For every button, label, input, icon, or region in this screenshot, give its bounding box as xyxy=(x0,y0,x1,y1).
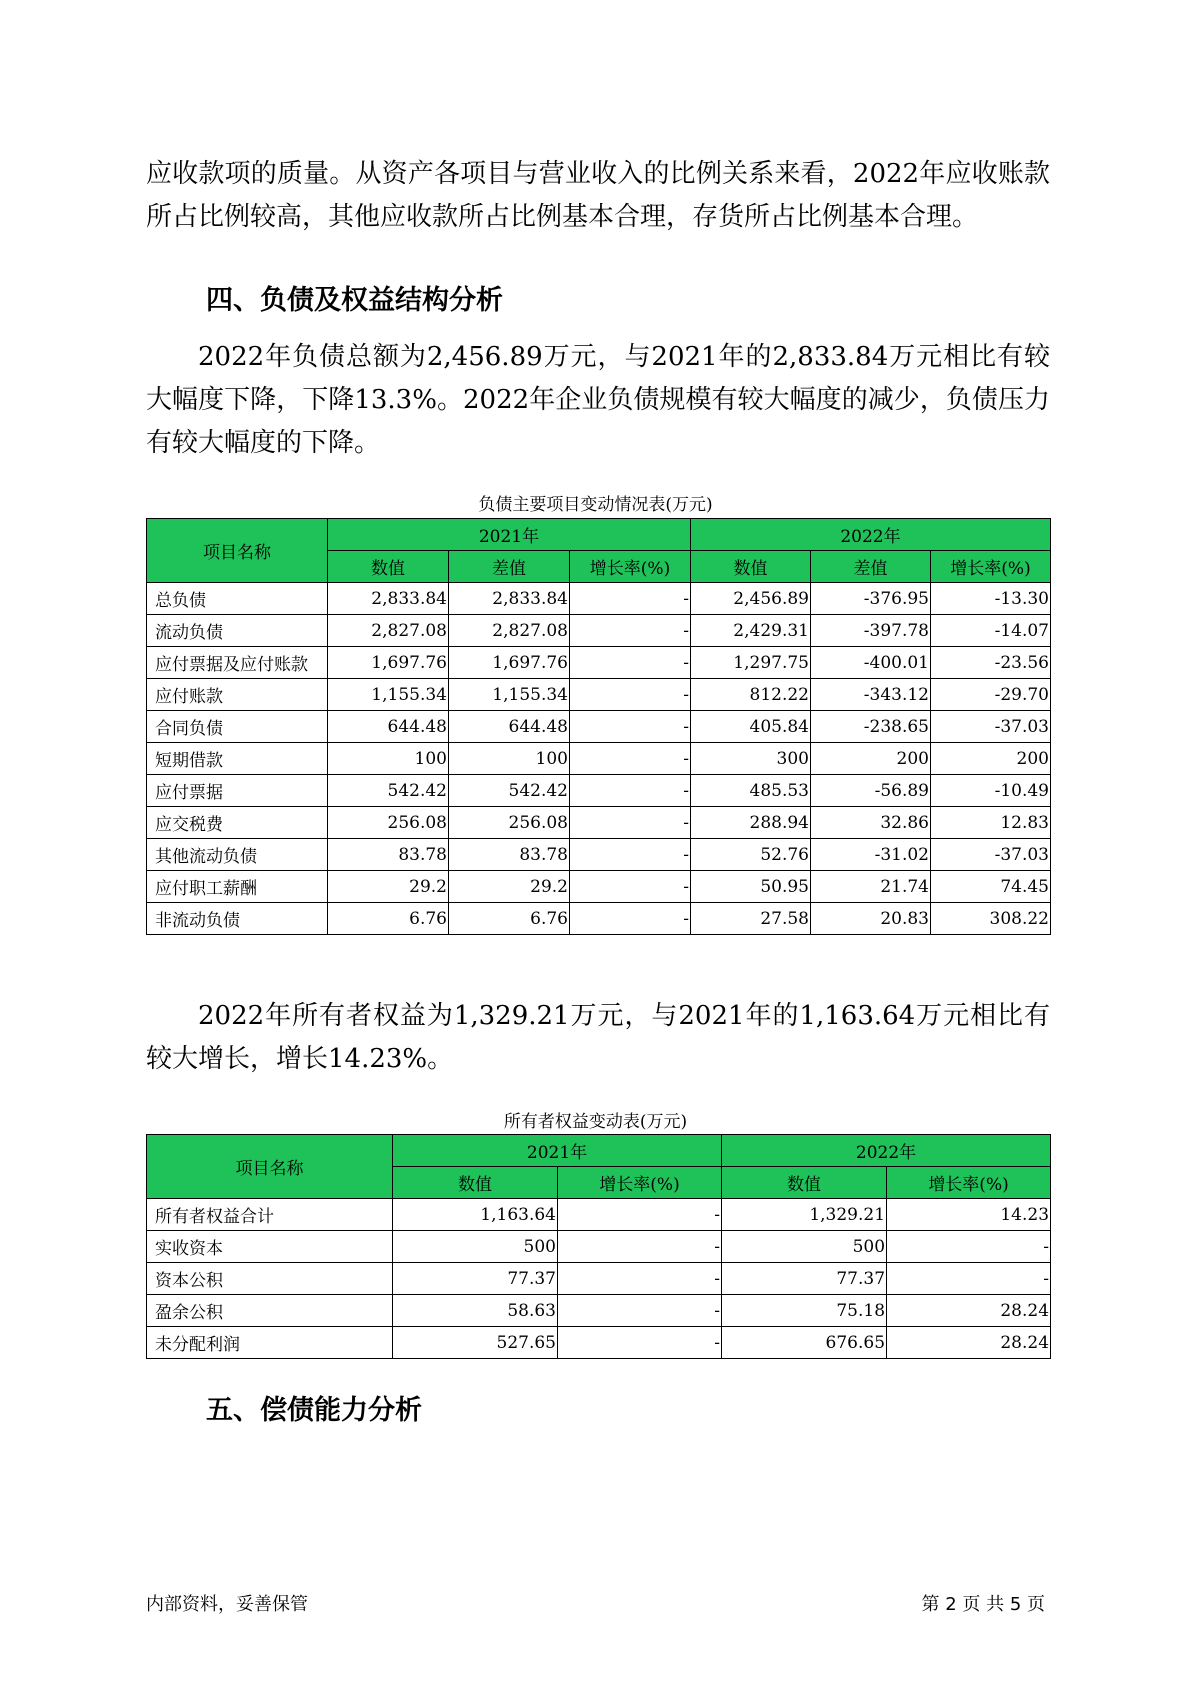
table-row xyxy=(147,871,1051,903)
cell-g2: - xyxy=(887,1231,1051,1263)
table-row xyxy=(147,807,1051,839)
cell-g1: - xyxy=(570,839,691,871)
cell-g1: - xyxy=(570,711,691,743)
cell-v1: 58.63 xyxy=(393,1295,558,1327)
cell-g2: 12.83 xyxy=(931,807,1051,839)
cell-d1: 83.78 xyxy=(449,839,570,871)
cell-v2: 77.37 xyxy=(722,1263,887,1295)
cell-g2: 28.24 xyxy=(887,1327,1051,1359)
cell-d1: 1,155.34 xyxy=(449,679,570,711)
cell-g2: 14.23 xyxy=(887,1199,1051,1231)
cell-d1: 100 xyxy=(449,743,570,775)
debt-paragraph: 2022年负债总额为2,456.89万元，与2021年的2,833.84万元相比有较大幅度下降，下降13.3%。2022年企业负债规模有较大幅度的减少，负债压力有较大幅度的下降。 xyxy=(146,342,1050,458)
cell-v1: 29.2 xyxy=(328,871,449,903)
cell-g1: - xyxy=(558,1231,722,1263)
cell-d2: -56.89 xyxy=(811,775,931,807)
cell-g2: -37.03 xyxy=(931,839,1051,871)
cell-d1: 29.2 xyxy=(449,871,570,903)
header-diff: 差值 xyxy=(449,551,570,583)
cell-d2: 32.86 xyxy=(811,807,931,839)
row-label: 盈余公积 xyxy=(147,1295,393,1327)
cell-v2: 812.22 xyxy=(691,679,811,711)
row-label: 未分配利润 xyxy=(147,1327,393,1359)
cell-g2: -14.07 xyxy=(931,615,1051,647)
debt-table-caption: 负债主要项目变动情况表(万元) xyxy=(478,495,713,515)
row-label: 应付职工薪酬 xyxy=(147,871,328,903)
cell-v1: 2,827.08 xyxy=(328,615,449,647)
table-row xyxy=(147,1263,1051,1295)
table-row xyxy=(147,1199,1051,1231)
row-label: 其他流动负债 xyxy=(147,839,328,871)
section-heading-liabilities: 四、负债及权益结构分析 xyxy=(206,285,503,316)
header-year-2021: 2021年 xyxy=(393,1135,722,1167)
cell-g1: - xyxy=(558,1263,722,1295)
row-label: 实收资本 xyxy=(147,1231,393,1263)
table-row xyxy=(147,839,1051,871)
cell-d2: -31.02 xyxy=(811,839,931,871)
header-value: 数值 xyxy=(393,1167,558,1199)
cell-v1: 500 xyxy=(393,1231,558,1263)
cell-g2: - xyxy=(887,1263,1051,1295)
row-label: 所有者权益合计 xyxy=(147,1199,393,1231)
cell-d1: 6.76 xyxy=(449,903,570,935)
cell-g1: - xyxy=(570,807,691,839)
cell-g1: - xyxy=(570,871,691,903)
cell-d1: 1,697.76 xyxy=(449,647,570,679)
cell-g1: - xyxy=(570,679,691,711)
cell-d2: -400.01 xyxy=(811,647,931,679)
table-row xyxy=(147,679,1051,711)
cell-v2: 1,297.75 xyxy=(691,647,811,679)
table-row xyxy=(147,903,1051,935)
header-value: 数值 xyxy=(328,551,449,583)
row-label: 应付账款 xyxy=(147,679,328,711)
header-growth: 增长率(%) xyxy=(570,551,691,583)
cell-g2: 308.22 xyxy=(931,903,1051,935)
footer-confidential-note: 内部资料，妥善保管 xyxy=(146,1594,308,1615)
cell-g1: - xyxy=(570,743,691,775)
cell-v2: 300 xyxy=(691,743,811,775)
row-label: 短期借款 xyxy=(147,743,328,775)
equity-paragraph: 2022年所有者权益为1,329.21万元，与2021年的1,163.64万元相比有较大增长，增长14.23%。 xyxy=(146,1001,1050,1074)
cell-v1: 644.48 xyxy=(328,711,449,743)
cell-d1: 644.48 xyxy=(449,711,570,743)
cell-v1: 83.78 xyxy=(328,839,449,871)
cell-d1: 2,827.08 xyxy=(449,615,570,647)
table-row xyxy=(147,647,1051,679)
cell-g1: - xyxy=(570,615,691,647)
table-row xyxy=(147,1327,1051,1359)
equity-table-caption: 所有者权益变动表(万元) xyxy=(503,1112,688,1132)
cell-v2: 27.58 xyxy=(691,903,811,935)
cell-d2: 20.83 xyxy=(811,903,931,935)
table-row xyxy=(147,615,1051,647)
header-year-2022: 2022年 xyxy=(722,1135,1051,1167)
section-heading-solvency: 五、偿债能力分析 xyxy=(206,1395,422,1426)
header-year-2021: 2021年 xyxy=(328,519,691,551)
cell-d2: 21.74 xyxy=(811,871,931,903)
cell-d2: 200 xyxy=(811,743,931,775)
cell-v2: 1,329.21 xyxy=(722,1199,887,1231)
cell-d1: 256.08 xyxy=(449,807,570,839)
header-item-name: 项目名称 xyxy=(147,519,328,583)
header-value: 数值 xyxy=(722,1167,887,1199)
cell-v1: 527.65 xyxy=(393,1327,558,1359)
cell-g1: - xyxy=(558,1327,722,1359)
cell-v1: 1,155.34 xyxy=(328,679,449,711)
table-row xyxy=(147,1295,1051,1327)
table-row xyxy=(147,743,1051,775)
header-growth: 增长率(%) xyxy=(887,1167,1051,1199)
cell-g2: -23.56 xyxy=(931,647,1051,679)
header-year-2022: 2022年 xyxy=(691,519,1051,551)
cell-g2: -13.30 xyxy=(931,583,1051,615)
cell-v1: 256.08 xyxy=(328,807,449,839)
header-diff: 差值 xyxy=(811,551,931,583)
cell-v1: 1,697.76 xyxy=(328,647,449,679)
cell-v2: 50.95 xyxy=(691,871,811,903)
table-row xyxy=(147,583,1051,615)
cell-v1: 100 xyxy=(328,743,449,775)
cell-v2: 288.94 xyxy=(691,807,811,839)
cell-g1: - xyxy=(570,647,691,679)
cell-v2: 2,456.89 xyxy=(691,583,811,615)
row-label: 合同负债 xyxy=(147,711,328,743)
cell-g1: - xyxy=(570,583,691,615)
equity-table xyxy=(146,1134,1051,1359)
cell-v2: 2,429.31 xyxy=(691,615,811,647)
cell-g1: - xyxy=(558,1295,722,1327)
cell-v2: 405.84 xyxy=(691,711,811,743)
cell-g1: - xyxy=(570,775,691,807)
debt-table xyxy=(146,518,1051,935)
cell-d2: -397.78 xyxy=(811,615,931,647)
cell-g2: 200 xyxy=(931,743,1051,775)
header-growth: 增长率(%) xyxy=(558,1167,722,1199)
cell-v1: 6.76 xyxy=(328,903,449,935)
cell-g2: -29.70 xyxy=(931,679,1051,711)
row-label: 应交税费 xyxy=(147,807,328,839)
cell-g1: - xyxy=(558,1199,722,1231)
table-row xyxy=(147,775,1051,807)
row-label: 应付票据 xyxy=(147,775,328,807)
cell-v1: 2,833.84 xyxy=(328,583,449,615)
cell-d1: 542.42 xyxy=(449,775,570,807)
header-value: 数值 xyxy=(691,551,811,583)
row-label: 资本公积 xyxy=(147,1263,393,1295)
cell-g2: -37.03 xyxy=(931,711,1051,743)
table-row xyxy=(147,711,1051,743)
footer-page-number: 第 2 页 共 5 页 xyxy=(921,1594,1045,1615)
cell-v2: 75.18 xyxy=(722,1295,887,1327)
header-item-name: 项目名称 xyxy=(147,1135,393,1199)
cell-g1: - xyxy=(570,903,691,935)
cell-d2: -376.95 xyxy=(811,583,931,615)
row-label: 总负债 xyxy=(147,583,328,615)
cell-d2: -343.12 xyxy=(811,679,931,711)
cell-v2: 676.65 xyxy=(722,1327,887,1359)
cell-v1: 77.37 xyxy=(393,1263,558,1295)
cell-g2: 74.45 xyxy=(931,871,1051,903)
cell-g2: 28.24 xyxy=(887,1295,1051,1327)
row-label: 非流动负债 xyxy=(147,903,328,935)
table-row xyxy=(147,1231,1051,1263)
cell-g2: -10.49 xyxy=(931,775,1051,807)
header-growth: 增长率(%) xyxy=(931,551,1051,583)
cell-v2: 500 xyxy=(722,1231,887,1263)
cell-d2: -238.65 xyxy=(811,711,931,743)
cell-v2: 52.76 xyxy=(691,839,811,871)
row-label: 流动负债 xyxy=(147,615,328,647)
cell-v1: 542.42 xyxy=(328,775,449,807)
intro-paragraph: 应收款项的质量。从资产各项目与营业收入的比例关系来看，2022年应收账款所占比例较高，其他应收款所占比例基本合理，存货所占比例基本合理。 xyxy=(146,159,1050,232)
cell-v2: 485.53 xyxy=(691,775,811,807)
cell-d1: 2,833.84 xyxy=(449,583,570,615)
row-label: 应付票据及应付账款 xyxy=(147,647,328,679)
cell-v1: 1,163.64 xyxy=(393,1199,558,1231)
